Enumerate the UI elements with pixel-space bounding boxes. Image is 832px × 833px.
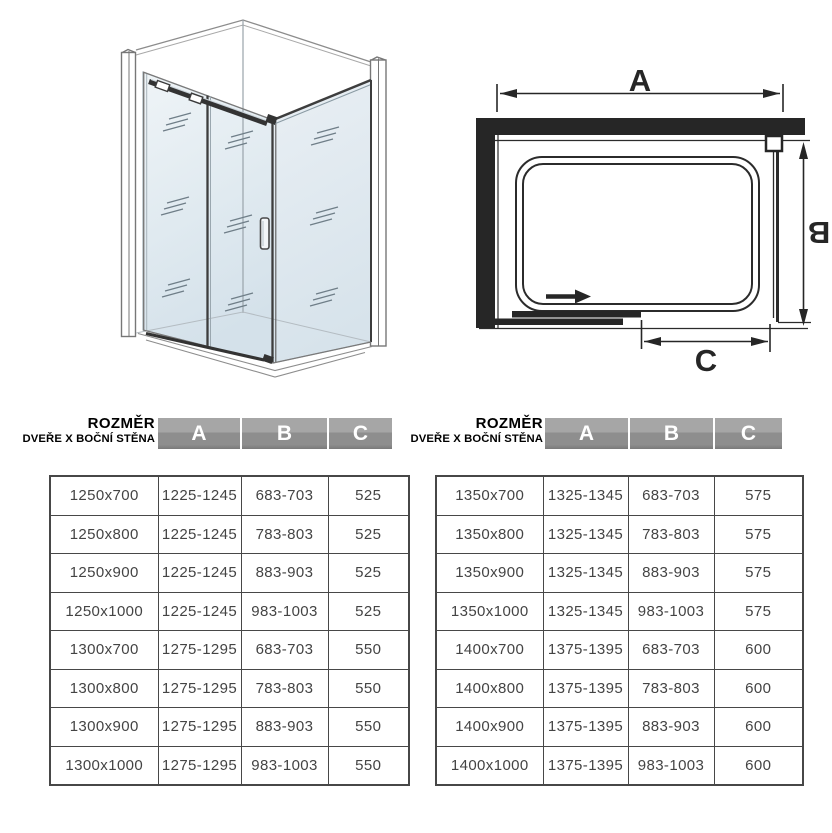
table-cell: 1225-1245	[158, 592, 241, 631]
table-cell: 600	[714, 746, 803, 785]
table-row	[50, 476, 409, 515]
table-cell: 600	[714, 631, 803, 670]
column-header-bar-left	[158, 418, 392, 449]
table-cell: 1400x1000	[436, 746, 543, 785]
table-cell: 1400x700	[436, 631, 543, 670]
isometric-view	[122, 20, 387, 377]
shower-tray	[516, 157, 759, 311]
door-handle	[261, 218, 270, 249]
table-cell: 1250x800	[50, 515, 158, 554]
table-cell: 683-703	[241, 476, 328, 515]
table-row	[436, 515, 803, 554]
table-row	[50, 631, 409, 670]
table-cell: 783-803	[241, 669, 328, 708]
table-cell: 783-803	[628, 515, 714, 554]
table-cell: 683-703	[628, 631, 714, 670]
table-row	[436, 708, 803, 747]
dimension-b-label: B	[807, 215, 831, 250]
table-cell: 1400x800	[436, 669, 543, 708]
table-cell: 1325-1345	[543, 554, 628, 593]
column-header-b: B	[630, 418, 713, 449]
dimension-c-label: C	[694, 343, 718, 378]
table-cell: 1350x1000	[436, 592, 543, 631]
table-row	[436, 631, 803, 670]
table-row	[436, 592, 803, 631]
column-header-a: A	[545, 418, 628, 449]
table-cell: 1375-1395	[543, 708, 628, 747]
table-row	[436, 554, 803, 593]
table-title-line2: DVEŘE X BOČNÍ STĚNA	[22, 432, 155, 445]
column-header-c: C	[329, 418, 392, 449]
table-cell: 1250x1000	[50, 592, 158, 631]
table-cell: 783-803	[628, 669, 714, 708]
table-cell: 575	[714, 592, 803, 631]
table-row	[50, 515, 409, 554]
table-row	[436, 746, 803, 785]
table-cell: 1375-1395	[543, 746, 628, 785]
table-title-line1: ROZMĚR	[475, 415, 543, 432]
table-cell: 883-903	[628, 554, 714, 593]
table-title-line2: DVEŘE X BOČNÍ STĚNA	[410, 432, 543, 445]
table-row	[436, 476, 803, 515]
table-cell: 550	[328, 631, 409, 670]
table-row	[50, 746, 409, 785]
table-cell: 525	[328, 554, 409, 593]
plan-view	[476, 63, 830, 378]
table-cell: 1250x900	[50, 554, 158, 593]
table-cell: 1300x700	[50, 631, 158, 670]
table-cell: 883-903	[628, 708, 714, 747]
table-cell: 550	[328, 669, 409, 708]
back-wall-edges	[136, 20, 371, 66]
plan-side-glass	[774, 151, 778, 322]
table-cell: 575	[714, 476, 803, 515]
table-cell: 1325-1345	[543, 592, 628, 631]
table-cell: 550	[328, 708, 409, 747]
table-cell: 1400x900	[436, 708, 543, 747]
dimension-a	[497, 63, 783, 112]
table-cell: 1275-1295	[158, 708, 241, 747]
table-cell: 525	[328, 515, 409, 554]
table-cell: 683-703	[241, 631, 328, 670]
plan-wall-profile	[766, 136, 782, 151]
table-cell: 783-803	[241, 515, 328, 554]
table-row	[50, 554, 409, 593]
table-cell: 1325-1345	[543, 476, 628, 515]
right-wall-profile	[371, 57, 387, 346]
slide-direction-arrow	[546, 290, 591, 304]
table-cell: 575	[714, 554, 803, 593]
table-cell: 575	[714, 515, 803, 554]
table-cell: 1225-1245	[158, 554, 241, 593]
table-cell: 983-1003	[241, 746, 328, 785]
technical-diagrams	[0, 0, 832, 412]
dimension-table-right	[435, 475, 804, 786]
table-cell: 1375-1395	[543, 669, 628, 708]
table-cell: 983-1003	[241, 592, 328, 631]
left-wall-profile	[122, 50, 136, 337]
dimension-b	[799, 142, 830, 326]
table-cell: 550	[328, 746, 409, 785]
table-cell: 983-1003	[628, 592, 714, 631]
table-cell: 983-1003	[628, 746, 714, 785]
table-cell: 1275-1295	[158, 631, 241, 670]
table-cell: 600	[714, 708, 803, 747]
table-cell: 1250x700	[50, 476, 158, 515]
table-row	[50, 592, 409, 631]
table-title-right	[408, 416, 543, 446]
table-cell: 1300x800	[50, 669, 158, 708]
table-cell: 883-903	[241, 708, 328, 747]
table-cell: 1350x800	[436, 515, 543, 554]
table-row	[50, 708, 409, 747]
table-cell: 525	[328, 476, 409, 515]
table-cell: 1325-1345	[543, 515, 628, 554]
table-row	[436, 669, 803, 708]
table-cell: 1350x700	[436, 476, 543, 515]
table-cell: 1275-1295	[158, 669, 241, 708]
table-cell: 683-703	[628, 476, 714, 515]
table-cell: 1225-1245	[158, 515, 241, 554]
table-row	[50, 669, 409, 708]
table-cell: 1375-1395	[543, 631, 628, 670]
column-header-a: A	[158, 418, 240, 449]
table-cell: 1225-1245	[158, 476, 241, 515]
table-cell: 1300x900	[50, 708, 158, 747]
plan-left-wall	[476, 118, 495, 328]
column-header-bar-right	[545, 418, 782, 449]
table-cell: 883-903	[241, 554, 328, 593]
column-header-b: B	[242, 418, 327, 449]
table-cell: 525	[328, 592, 409, 631]
column-header-c: C	[715, 418, 782, 449]
table-title-left	[20, 416, 155, 446]
table-cell: 1275-1295	[158, 746, 241, 785]
table-cell: 1350x900	[436, 554, 543, 593]
dimension-a-label: A	[628, 63, 652, 98]
table-cell: 1300x1000	[50, 746, 158, 785]
dimension-table-left	[49, 475, 410, 786]
table-cell: 600	[714, 669, 803, 708]
plan-door-panels	[492, 311, 641, 325]
table-title-line1: ROZMĚR	[87, 415, 155, 432]
plan-top-wall	[476, 118, 805, 135]
